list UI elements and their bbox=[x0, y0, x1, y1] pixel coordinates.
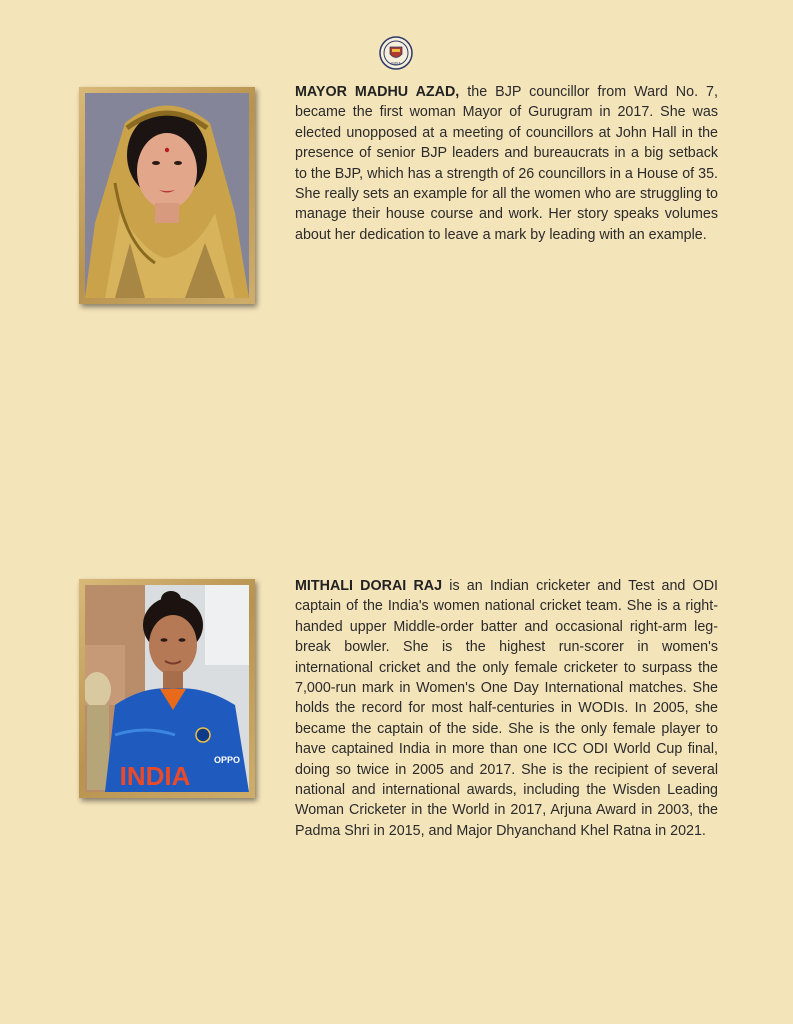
profile-description: is an Indian cricketer and Test and ODI captain of the India's women national cricket team. She is a right-handed upper Middle-order batter and occasional right-arm leg-break bowler. She is the highest run-scorer in women's international cricket and the only female cricketer to surpass the 7,000-run mark in Women's One Day International matches. She holds the record for most half-centuries in WODIs. In 2005, she became the captain of the side. She is the only female player to have captained India in more than one ICC ODI World Cup final, doing so twice in 2005 and 2017. She is the recipient of several national and international awards, including the Wisden Leading Woman Cricketer in the World in 2017, Arjuna Award in 2003, the Padma Shri in 2015, and Major Dhyanchand Khel Ratna in 2021. bbox=[295, 578, 718, 839]
portrait-madhu-azad bbox=[79, 87, 255, 304]
emblem-logo-icon bbox=[379, 36, 413, 70]
jersey-text: INDIA bbox=[119, 761, 191, 791]
profile-name: MAYOR MADHU AZAD, bbox=[295, 84, 460, 100]
jersey-sponsor-text: OPPO bbox=[213, 755, 241, 765]
logo-text: INDIA bbox=[391, 61, 401, 66]
portrait-mithali-raj bbox=[79, 579, 255, 798]
profile-bio-mithali-raj bbox=[295, 576, 718, 841]
profile-name: MITHALI DORAI RAJ bbox=[295, 578, 443, 594]
profile-bio-madhu-azad bbox=[295, 82, 718, 245]
profile-description: the BJP councillor from Ward No. 7, became the first woman Mayor of Gurugram in 2017. She was elected unopposed at a meeting of councillors at John Hall in the presence of senior BJP leaders and bureaucrats in a big setback to the BJP, which has a strength of 26 councillors in a House of 35. She really sets an example for all the women who are struggling to manage their house course and work. Her story speaks volumes about her dedication to leave a mark by leading with an example. bbox=[295, 84, 718, 243]
